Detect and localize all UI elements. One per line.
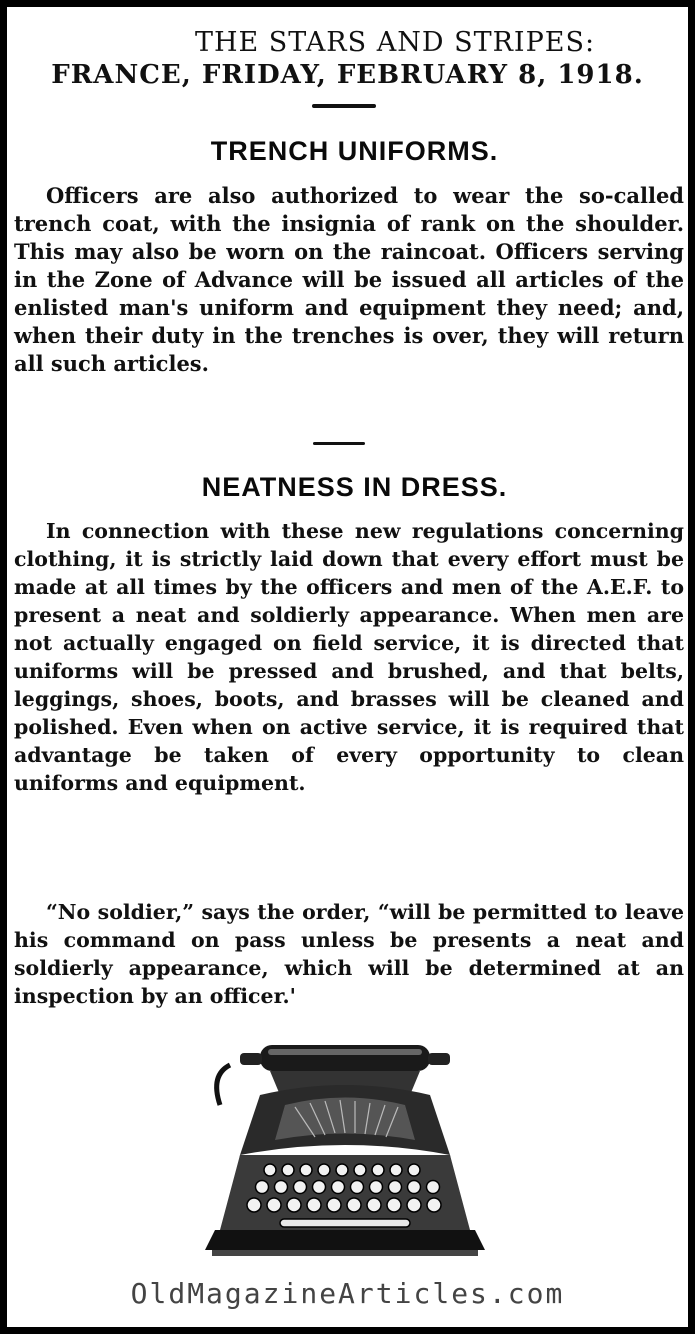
frame-bottom bbox=[5, 1327, 690, 1329]
section-heading-neatness-in-dress: NEATNESS IN DRESS. bbox=[201, 472, 508, 502]
divider-rule bbox=[312, 104, 376, 108]
frame-right bbox=[688, 5, 690, 1329]
frame-top bbox=[5, 5, 690, 7]
divider-rule bbox=[313, 442, 365, 445]
masthead bbox=[5, 27, 690, 91]
masthead-dateline: FRANCE, FRIDAY, FEBRUARY 8, 1918. bbox=[51, 60, 644, 90]
typewriter-icon bbox=[200, 1035, 490, 1265]
neatness-body-paragraph-2: “No soldier,” says the order, “will be permitted to leave his command on pass unless be presents a neat and soldierly appearance, which will be determined at an inspection by an officer.' bbox=[14, 900, 684, 1008]
trench-uniforms-body: Officers are also authorized to wear the so-called trench coat, with the insignia of rank on the shoulder. This may also be worn on the raincoat. Officers serving in the Zone of Advance will be issued all articles of the enlisted man's uniform and equipment they need; and, when their duty in the trenches is over, they will return all such articles. bbox=[14, 183, 684, 376]
neatness-body-paragraph-1: In connection with these new regulations concerning clothing, it is strictly laid down that every effort must be made at all times by the officers and men of the A.E.F. to present a neat and soldierly appearance. When men are not actually engaged on field service, it is directed that uniforms will be pressed and brushed, and that belts, leggings, shoes, boots, and brasses will be cleaned and polished. Even when on active service, it is required that advantage be taken of every opportunity to clean uniforms and equipment. bbox=[14, 519, 684, 795]
section-heading-trench-uniforms: TRENCH UNIFORMS. bbox=[210, 136, 499, 166]
frame-left bbox=[5, 5, 7, 1329]
site-watermark: OldMagazineArticles.com bbox=[130, 1277, 565, 1310]
masthead-title: THE STARS AND STRIPES: bbox=[194, 27, 596, 58]
